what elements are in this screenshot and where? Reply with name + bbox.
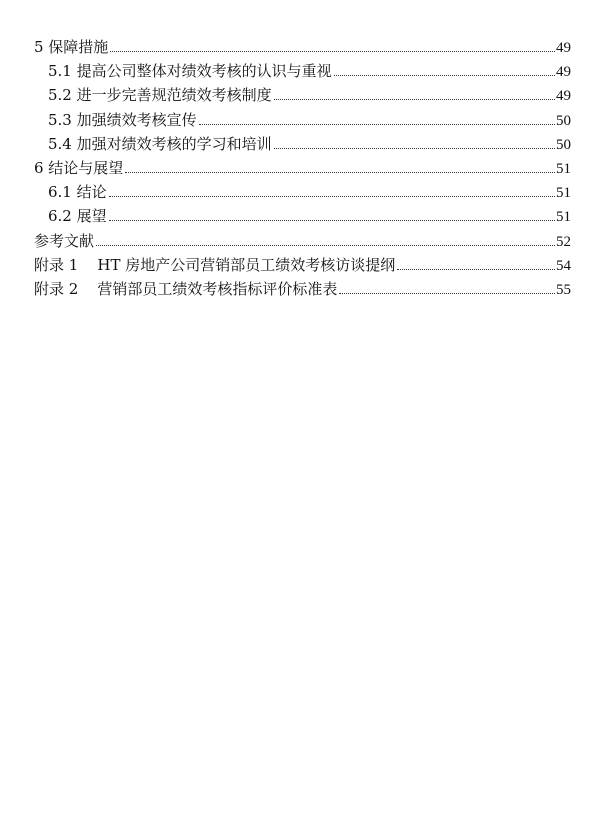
dot-leader	[109, 196, 555, 197]
toc-entry-5-1[interactable]	[34, 59, 571, 83]
toc-entry-page: 50	[556, 112, 571, 129]
toc-entry-6[interactable]	[34, 156, 571, 180]
toc-entry-page: 54	[556, 257, 571, 274]
dot-leader	[110, 51, 555, 52]
dot-leader	[339, 293, 555, 294]
toc-entry-5-4[interactable]	[34, 132, 571, 156]
toc-entry-page: 51	[556, 209, 571, 226]
toc-entry-label: 6 结论与展望	[34, 158, 124, 177]
toc-entry-page: 51	[556, 185, 571, 202]
dot-leader	[274, 99, 555, 100]
toc-entry-label: 5.2 进一步完善规范绩效考核制度	[48, 86, 272, 105]
table-of-contents	[34, 35, 571, 301]
toc-entry-appendix-1[interactable]	[34, 253, 571, 277]
toc-entry-6-2[interactable]	[34, 204, 571, 228]
toc-entry-page: 55	[556, 281, 571, 298]
dot-leader	[274, 148, 555, 149]
toc-entry-label: 5.1 提高公司整体对绩效考核的认识与重视	[48, 62, 332, 81]
dot-leader	[397, 269, 555, 270]
toc-entry-label: 5 保障措施	[34, 38, 109, 56]
toc-entry-references[interactable]	[34, 229, 571, 253]
toc-entry-label: 附录 1 HT 房地产公司营销部员工绩效考核访谈提纲	[34, 255, 396, 274]
toc-entry-label: 6.1 结论	[48, 183, 107, 202]
toc-entry-page: 50	[556, 136, 571, 153]
toc-entry-page: 49	[556, 88, 571, 105]
toc-entry-5-2[interactable]	[34, 83, 571, 107]
toc-entry-label: 5.4 加强对绩效考核的学习和培训	[48, 134, 272, 153]
toc-entry-5[interactable]	[34, 35, 571, 59]
toc-entry-6-1[interactable]	[34, 180, 571, 204]
dot-leader	[199, 124, 555, 125]
toc-entry-5-3[interactable]	[34, 108, 571, 132]
toc-entry-label: 参考文献	[34, 231, 95, 250]
toc-entry-page: 51	[556, 160, 571, 177]
toc-entry-appendix-2[interactable]	[34, 277, 571, 301]
toc-entry-label: 附录 2 营销部员工绩效考核指标评价标准表	[34, 279, 338, 298]
toc-entry-page: 49	[556, 40, 571, 56]
toc-entry-label: 5.3 加强绩效考核宣传	[48, 110, 197, 129]
dot-leader	[125, 172, 555, 173]
toc-entry-label: 6.2 展望	[48, 207, 107, 226]
dot-leader	[109, 220, 555, 221]
toc-entry-page: 49	[556, 64, 571, 81]
dot-leader	[96, 245, 555, 246]
dot-leader	[334, 75, 555, 76]
toc-entry-page: 52	[556, 233, 571, 250]
